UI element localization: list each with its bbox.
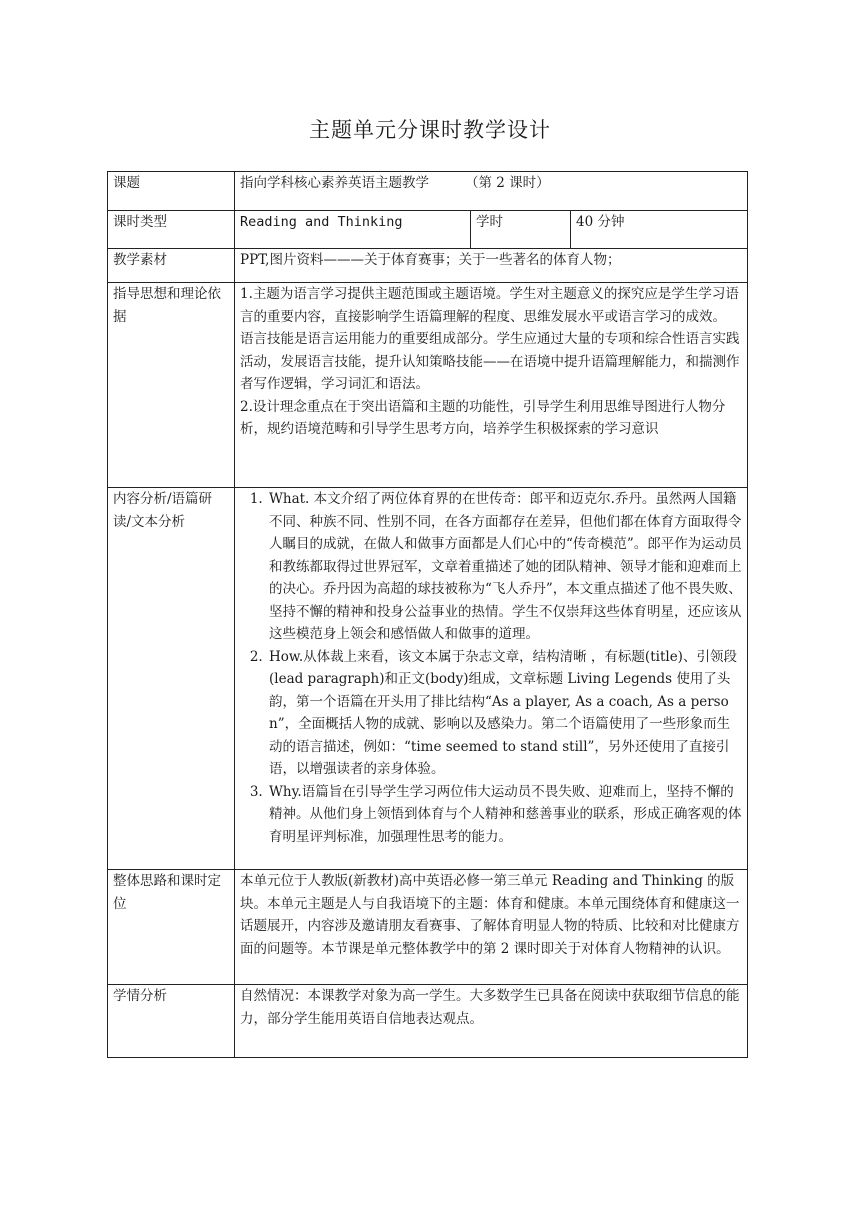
overall-value: 本单元位于人教版(新教材)高中英语必修一第三单元 Reading and Thinking 的版块。本单元主题是人与自我语境下的主题：体育和健康。本单元围绕体育和健康这一话题展开，内容涉及邀请朋友看赛事、了解体育明显人物的特质、比较和对比健康方面的问题等。本节课是单元整体教学中的第 2 课时即关于对体育人物精神的认识。 [235, 870, 748, 985]
table-row [108, 211, 748, 249]
guidance-paragraph: 2.设计理念重点在于突出语篇和主题的功能性，引导学生利用思维导图进行人物分析，规约语境范畴和引导学生思考方向，培养学生积极探索的学习意识 [240, 398, 726, 437]
hours-value: 40 分钟 [571, 211, 748, 249]
lesson-design-table [107, 171, 748, 1058]
guidance-label: 指导思想和理论依据 [108, 283, 235, 488]
guidance-paragraph: 1.主题为语言学习提供主题范围或主题语境。学生对主题意义的探究应是学生学习语言的重要内容，直接影响学生语篇理解的程度、思维发展水平或语言学习的成效。 [240, 286, 739, 325]
table-row [108, 283, 748, 488]
guidance-paragraph: 语言技能是语言运用能力的重要组成部分。学生应通过大量的专项和综合性语言实践活动，发展语言技能，提升认知策略技能——在语境中提升语篇理解能力，和揣测作者写作逻辑，学习词汇和语法。 [240, 331, 740, 392]
students-label: 学情分析 [108, 985, 235, 1058]
analysis-content [235, 488, 748, 870]
page-title: 主题单元分课时教学设计 [309, 118, 551, 142]
analysis-item-how: 2. How.从体裁上来看，该文本属于杂志文章，结构清晰 ，有标题(title)、引领段(lead paragraph)和正文(body)组成，文章标题 Living Legends 使用了头韵，第一个语篇在开头用了排比结构“As a player, As a coach, As a person”，全面概括人物的成就、影响以及感染力。第二个语篇使用了一些形象而生动的语言描述，例如：“time seemed to stand still”，另外还使用了直接引语，以增强读者的亲身体验。 [267, 646, 742, 781]
guidance-content [235, 283, 748, 488]
topic-label: 课题 [108, 172, 235, 211]
topic-period: （第 2 课时） [465, 175, 550, 191]
materials-value: PPT,图片资料———关于体育赛事；关于一些著名的体育人物； [235, 249, 748, 283]
table-row [108, 488, 748, 870]
table-row [108, 870, 748, 985]
topic-value-cell [235, 172, 748, 211]
analysis-item-why: 3. Why.语篇旨在引导学生学习两位伟大运动员不畏失败、迎难而上，坚持不懈的精神。从他们身上领悟到体育与个人精神和慈善事业的联系，形成正确客观的体育明星评判标准，加强理性思考的能力。 [267, 781, 742, 849]
overall-label: 整体思路和课时定位 [108, 870, 235, 985]
table-row [108, 249, 748, 283]
materials-label: 教学素材 [108, 249, 235, 283]
analysis-label: 内容分析/语篇研读/文本分析 [108, 488, 235, 870]
hours-label: 学时 [471, 211, 571, 249]
type-label: 课时类型 [108, 211, 235, 249]
students-value: 自然情况：本课教学对象为高一学生。大多数学生已具备在阅读中获取细节信息的能力，部分学生能用英语自信地表达观点。 [235, 985, 748, 1058]
topic-value: 指向学科核心素养英语主题教学 [240, 175, 429, 191]
table-row [108, 172, 748, 211]
type-value: Reading and Thinking [235, 211, 471, 249]
analysis-item-what: 1. What. 本文介绍了两位体育界的在世传奇：郎平和迈克尔.乔丹。虽然两人国籍不同、种族不同、性别不同，在各方面都存在差异，但他们都在体育方面取得令人瞩目的成就，在做人和做事方面都是人们心中的“传奇模范”。郎平作为运动员和教练都取得过世界冠军，文章着重描述了她的团队精神、领导才能和迎难而上的决心。乔丹因为高超的球技被称为“飞人乔丹”，本文重点描述了他不畏失败、坚持不懈的精神和投身公益事业的热情。学生不仅崇拜这些体育明星，还应该从这些模范身上领会和感悟做人和做事的道理。 [267, 488, 742, 646]
analysis-list [240, 488, 742, 848]
table-row [108, 985, 748, 1058]
